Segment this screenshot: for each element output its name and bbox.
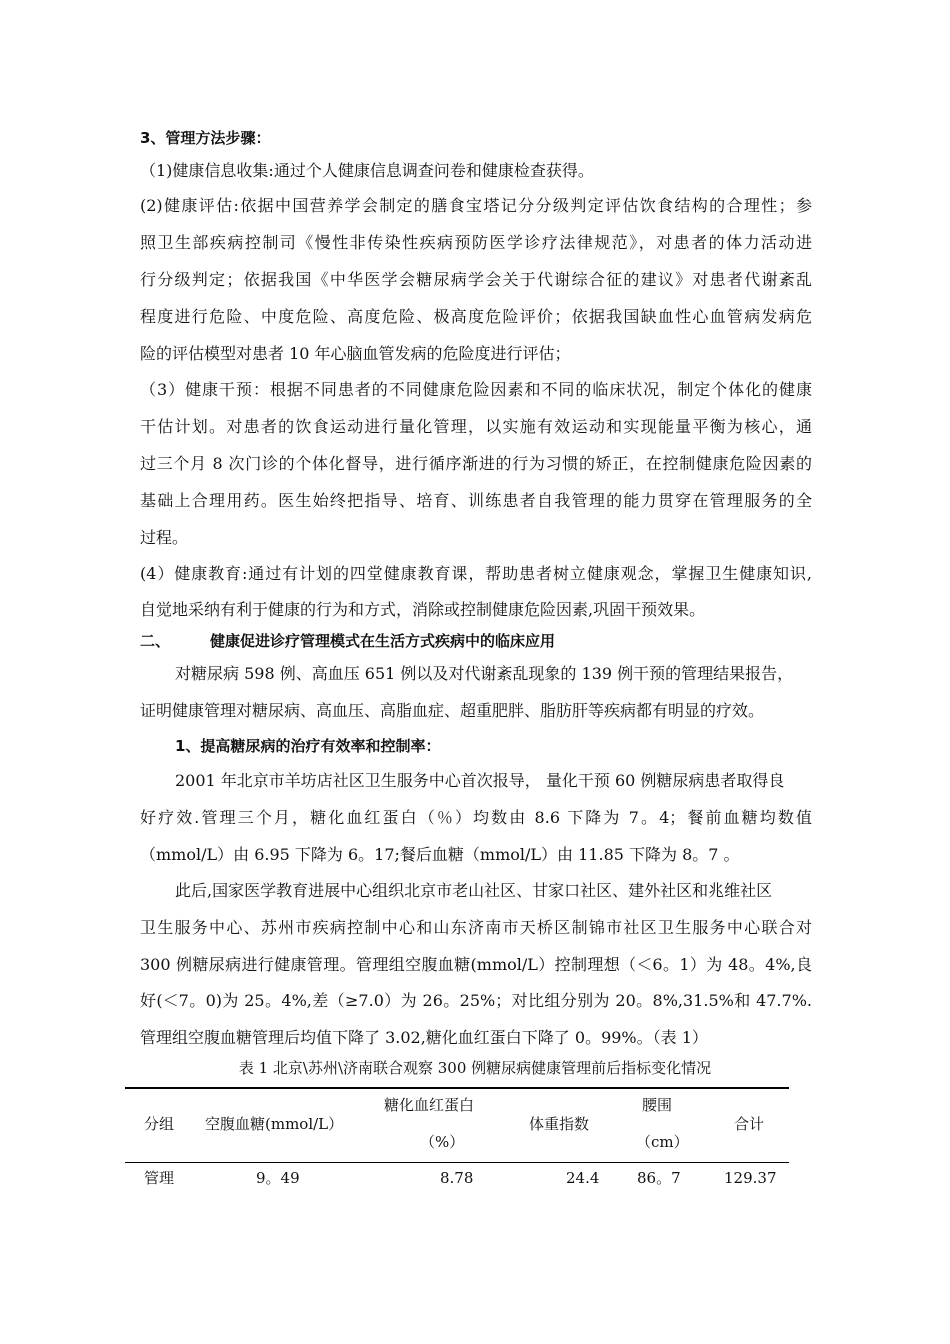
table-header-rule bbox=[125, 1162, 789, 1163]
header-hba1c-unit: （%） bbox=[420, 1133, 465, 1151]
table-top-rule bbox=[125, 1087, 789, 1089]
header-waist: 腰围 bbox=[642, 1096, 673, 1114]
step-3-line: （3）健康干预：根据不同患者的不同健康危险因素和不同的临床状况，制定个体化的健康 bbox=[140, 380, 812, 399]
cell-fasting-glucose: 9。49 bbox=[256, 1169, 300, 1187]
header-fasting-glucose: 空腹血糖(mmol/L） bbox=[205, 1115, 344, 1133]
cell-bmi: 24.4 bbox=[566, 1169, 600, 1187]
step-1-paragraph: （1)健康信息收集:通过个人健康信息调查问卷和健康检查获得。 bbox=[140, 161, 594, 180]
intro-line: 证明健康管理对糖尿病、高血压、高脂血症、超重肥胖、脂肪肝等疾病都有明显的疗效。 bbox=[140, 701, 765, 720]
step-4-line: (4）健康教育:通过有计划的四堂健康教育课，帮助患者树立健康观念，掌握卫生健康知识, bbox=[140, 564, 812, 583]
section-3-heading: 3、管理方法步骤： bbox=[140, 129, 271, 147]
step-3-line: 干估计划。对患者的饮食运动进行量化管理，以实施有效运动和实现能量平衡为核心，通 bbox=[140, 417, 812, 436]
header-waist-unit: （cm） bbox=[636, 1133, 689, 1151]
paragraph-a-line: 好疗效.管理三个月，糖化血红蛋白（％）均数由 8.6 下降为 7。4；餐前血糖均数值 bbox=[140, 808, 812, 827]
paragraph-a-line: 2001 年北京市羊坊店社区卫生服务中心首次报导， 量化干预 60 例糖尿病患者取得良 bbox=[175, 771, 785, 790]
step-4-line: 自觉地采纳有利于健康的行为和方式，消除或控制健康危险因素,巩固干预效果。 bbox=[140, 600, 706, 619]
section-2-title: 健康促进诊疗管理模式在生活方式疾病中的临床应用 bbox=[210, 632, 556, 650]
header-total: 合计 bbox=[734, 1115, 765, 1133]
cell-hba1c: 8.78 bbox=[440, 1169, 474, 1187]
section-2-number: 二、 bbox=[140, 632, 171, 650]
step-2-line: (2)健康评估:依据中国营养学会制定的膳食宝塔记分分级判定评估饮食结构的合理性；参 bbox=[140, 196, 812, 215]
header-hba1c: 糖化血红蛋白 bbox=[384, 1096, 475, 1114]
paragraph-b-line: 卫生服务中心、苏州市疾病控制中心和山东济南市天桥区制锦市社区卫生服务中心联合对 bbox=[140, 918, 812, 937]
cell-waist: 86。7 bbox=[637, 1169, 681, 1187]
step-3-line: 过程。 bbox=[140, 528, 189, 547]
intro-line: 对糖尿病 598 例、高血压 651 例以及对代谢紊乱现象的 139 例干预的管理结果报告， bbox=[175, 664, 794, 683]
table-caption: 表 1 北京\苏州\济南联合观察 300 例糖尿病健康管理前后指标变化情况 bbox=[238, 1059, 712, 1077]
header-group: 分组 bbox=[144, 1115, 175, 1133]
cell-total: 129.37 bbox=[724, 1169, 777, 1187]
paragraph-b-line: 管理组空腹血糖管理后均值下降了 3.02,糖化血红蛋白下降了 0。99%。（表 1） bbox=[140, 1028, 708, 1047]
paragraph-b-line: 300 例糖尿病进行健康管理。管理组空腹血糖(mmol/L）控制理想（＜6。1）为 48。4%,良 bbox=[140, 955, 812, 974]
cell-group: 管理 bbox=[144, 1169, 175, 1187]
step-2-line: 行分级判定；依据我国《中华医学会糖尿病学会关于代谢综合征的建议》对患者代谢紊乱 bbox=[140, 270, 812, 289]
step-2-line: 照卫生部疾病控制司《慢性非传染性疾病预防医学诊疗法律规范》，对患者的体力活动进 bbox=[140, 233, 812, 252]
step-3-line: 过三个月 8 次门诊的个体化督导，进行循序渐进的行为习惯的矫正，在控制健康危险因素的 bbox=[140, 454, 812, 473]
header-bmi: 体重指数 bbox=[529, 1115, 590, 1133]
paragraph-b-line: 好(＜7。0)为 25。4%,差（≥7.0）为 26。25%；对比组分别为 20。8%,31.5%和 47.7%. bbox=[140, 991, 812, 1010]
step-2-line: 程度进行危险、中度危险、高度危险、极高度危险评价；依据我国缺血性心血管病发病危 bbox=[140, 307, 812, 326]
subsection-1-heading: 1、提高糖尿病的治疗有效率和控制率： bbox=[175, 737, 441, 755]
paragraph-b-line: 此后,国家医学教育进展中心组织北京市老山社区、甘家口社区、建外社区和兆维社区 bbox=[175, 881, 773, 900]
step-2-line: 险的评估模型对患者 10 年心脑血管发病的危险度进行评估； bbox=[140, 344, 571, 363]
step-3-line: 基础上合理用药。医生始终把指导、培育、训练患者自我管理的能力贯穿在管理服务的全 bbox=[140, 491, 812, 510]
paragraph-a-line: （mmol/L）由 6.95 下降为 6。17;餐后血糖（mmol/L）由 11.85 下降为 8。7 。 bbox=[140, 845, 740, 864]
